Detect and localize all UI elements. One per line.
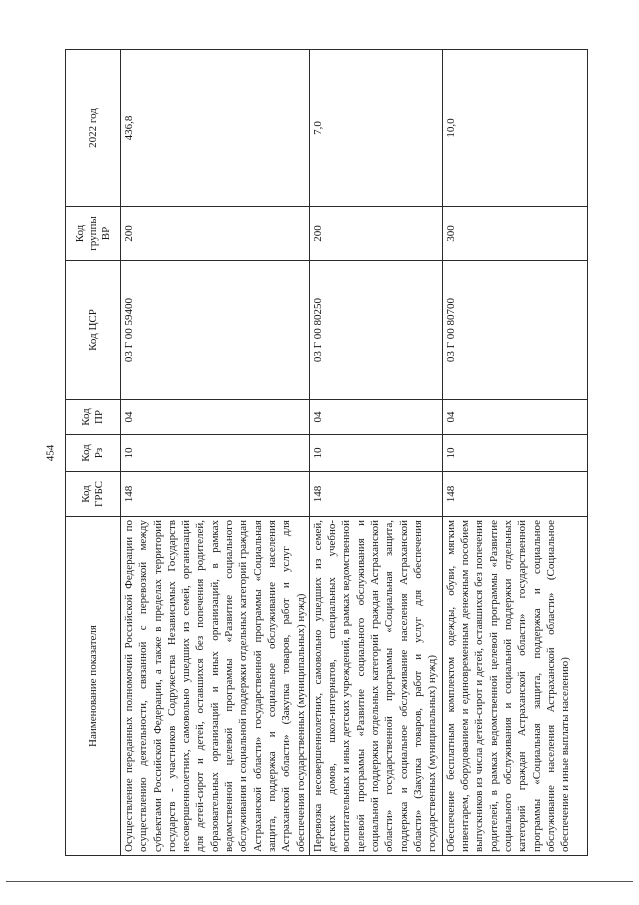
page-number [38, 441, 62, 465]
row-name: Осуществление переданных полномочий Российской Федерации по осуществлению деятельности, связанной с перевозкой между субъектами Российской Федерации, а также в пределах территорий государств - участников Содружества Независимых Государств несовершеннолетних, самовольно ушедших из семей, организаций для детей-сирот и детей, оставшихся без попечения родителей, образовательных организаций и иных организаций, в рамках ведомственной целевой программы «Развитие социального обслуживания и социальной поддержки отдельных категорий граждан Астраханской области» государственной программы «Социальная защита, поддержка и социальное обслуживание населения Астраханской области» (Закупка товаров, работ и услуг для обеспечения государственных (муниципальных) нужд) [121, 517, 310, 856]
row-name: Перевозка несовершеннолетних, самовольно ушедших из семей, детских домов, школ-интернатов, специальных учебно-воспитательных и иных детских учреждений, в рамках ведомственной целевой программы «Развитие социального обслуживания и социальной поддержки отдельных категорий граждан Астраханской области» государственной программы «Социальная защита, поддержка и социальное обслуживание населения Астраханской области» (Закупка товаров, работ и услуг для обеспечения государственных (муниципальных) нужд) [309, 517, 442, 856]
page-number-text: 454 [44, 444, 56, 462]
row-vr: 200 [309, 207, 442, 261]
table-body [121, 50, 588, 856]
footer-rule [6, 881, 633, 882]
header-rz: Код Рз [66, 435, 121, 472]
row-amount: 7,0 [309, 50, 442, 207]
row-grbs: 148 [309, 472, 442, 517]
header-row [66, 50, 121, 856]
row-rz: 10 [442, 435, 587, 472]
row-vr: 200 [121, 207, 310, 261]
row-amount: 10,0 [442, 50, 587, 207]
row-grbs: 148 [442, 472, 587, 517]
header-grbs: Код ГРБС [66, 472, 121, 517]
table-header [66, 50, 121, 856]
budget-table-rotated [65, 50, 581, 856]
header-year: 2022 год [66, 50, 121, 207]
budget-table [65, 49, 588, 856]
row-pr: 04 [442, 400, 587, 435]
row-csr: 03 Г 00 80700 [442, 261, 587, 400]
row-pr: 04 [121, 400, 310, 435]
budget-table-frame [65, 50, 581, 856]
table-row [121, 50, 310, 856]
header-vr: Код группы ВР [66, 207, 121, 261]
row-csr: 03 Г 00 59400 [121, 261, 310, 400]
row-rz: 10 [309, 435, 442, 472]
header-pr: Код ПР [66, 400, 121, 435]
table-row [442, 50, 587, 856]
row-name: Обеспечение бесплатным комплектом одежды, обуви, мягким инвентарем, оборудованием и единовременным денежным пособием выпускников из числа детей-сирот и детей, оставшихся без попечения родителей, в рамках ведомственной целевой программы «Развитие социального обслуживания и социальной поддержки отдельных категорий граждан Астраханской области» государственной программы «Социальная защита, поддержка и социальное обслуживание населения Астраханской области» (Социальное обеспечение и иные выплаты населению) [442, 517, 587, 856]
header-csr: Код ЦСР [66, 261, 121, 400]
row-pr: 04 [309, 400, 442, 435]
table-row [309, 50, 442, 856]
row-grbs: 148 [121, 472, 310, 517]
row-vr: 300 [442, 207, 587, 261]
row-rz: 10 [121, 435, 310, 472]
header-name: Наименование показателя [66, 517, 121, 856]
row-csr: 03 Г 00 80250 [309, 261, 442, 400]
row-amount: 436,8 [121, 50, 310, 207]
